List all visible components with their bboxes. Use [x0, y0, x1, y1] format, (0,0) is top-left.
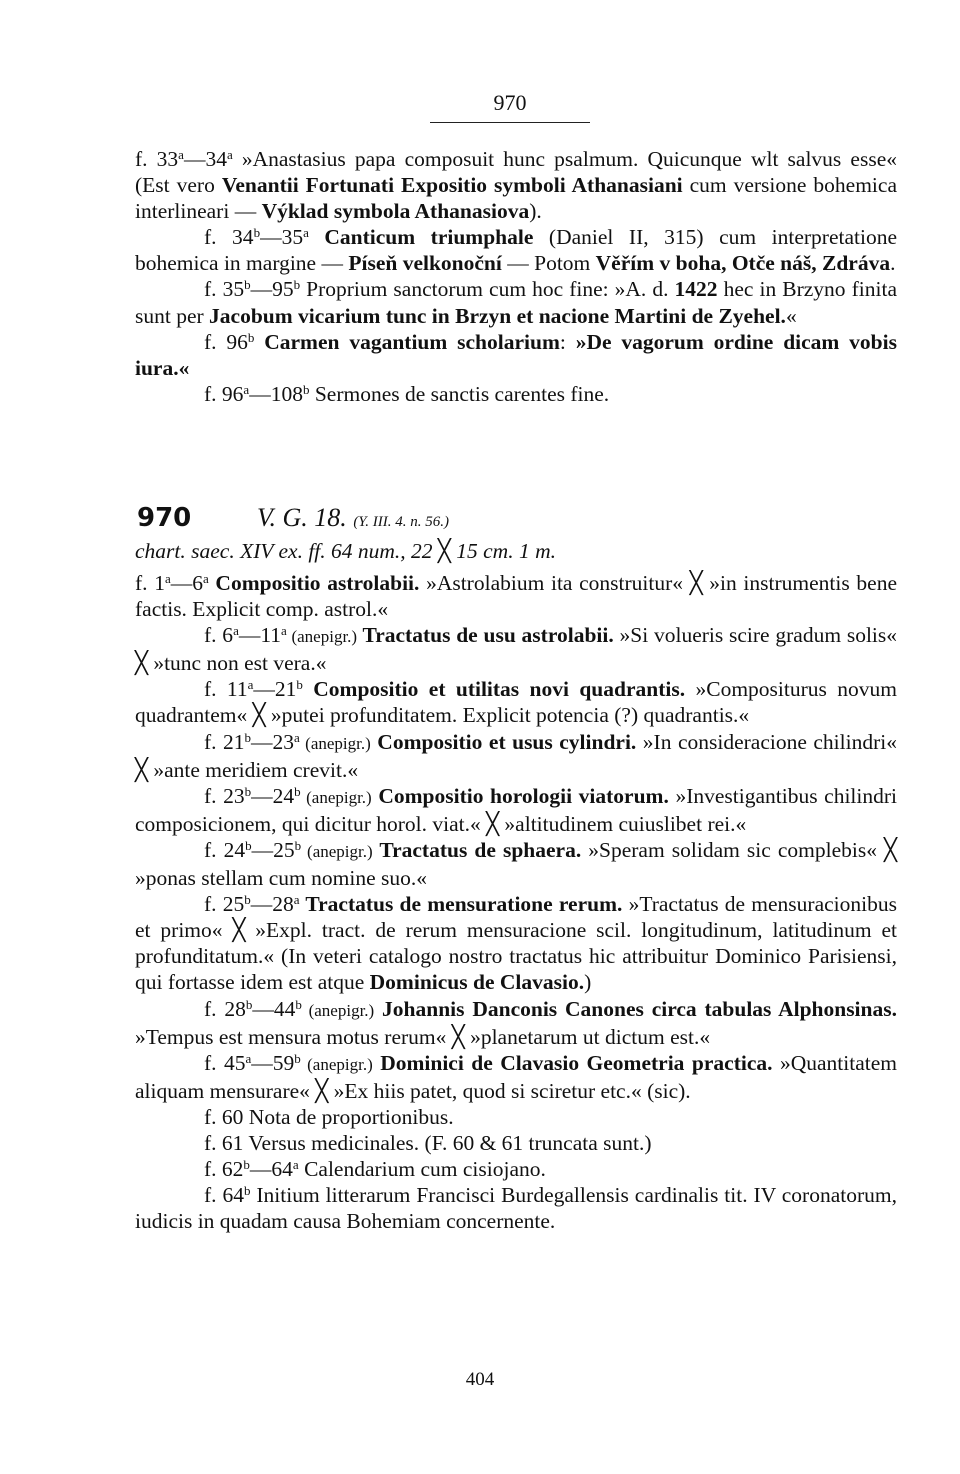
folio-ref: f. 62 — [204, 1157, 244, 1182]
entry-text: Nota de proportionibus. — [243, 1104, 454, 1129]
folio-entry — [135, 1182, 897, 1234]
entry-title: Píseň velkonoční — [348, 251, 502, 276]
folio-entry — [135, 1104, 897, 1130]
entry-text: — Potom — [501, 251, 596, 276]
folio-range: —11 — [238, 623, 282, 648]
folio-entry — [135, 676, 897, 728]
entry-text: »Speram solidam sic complebis« ╳ »ponas stellam cum nomine suo.« — [135, 837, 897, 891]
folio-side: b — [244, 277, 251, 293]
folio-range: —28 — [250, 892, 294, 917]
entry-text: « — [785, 303, 797, 328]
folio-entry — [135, 837, 897, 891]
entry-text: »Compositurus novum quadrantem« ╳ »putei profunditatem. Explicit potencia (?) quadrantis.« — [135, 677, 897, 728]
folio-ref: f. 25 — [204, 892, 245, 917]
entry-title: Canticum triumphale — [308, 225, 534, 250]
folio-entry — [135, 783, 897, 837]
entry-text: Initium litterarum Francisci Burdegallensis cardinalis tit. IV coronatorum, iudicis in quadam causa Bohemiam concernente. — [135, 1183, 897, 1234]
entry-title: Compositio horologii viatorum. — [371, 783, 669, 808]
entry-text: »Tractatus de mensuracionibus et primo« ╳ »Expl. tract. de rerum mensuracione scil. longitudinum, latitudinum et profunditatum.« (In veteri catalogo nostro tractatus hic attribuitur Dominico Parisiensi, qui fortasse idem est atque — [135, 892, 897, 995]
anepigr-note: (anepigr.) — [300, 787, 372, 807]
entry-text: »In consideracione chilindri« ╳ »ante meridiem crevit.« — [135, 729, 897, 782]
folio-side: b — [302, 381, 310, 397]
anepigr-note: (anepigr.) — [301, 1000, 375, 1020]
folio-side: a — [281, 623, 287, 639]
folio-entry — [135, 1130, 897, 1156]
manuscript-contents — [135, 570, 897, 1234]
folio-side: a — [245, 1050, 252, 1066]
entry-title: »De vagorum ordine dicam vobis iura.« — [135, 329, 897, 380]
folio-range: —34 — [183, 147, 227, 171]
folio-range: —6 — [170, 571, 203, 595]
folio-range: —108 — [249, 381, 303, 406]
manuscript-list-previous — [135, 146, 897, 407]
signature-current: V. G. 18. — [257, 503, 347, 532]
entry-heading — [135, 500, 897, 536]
folio-entry — [135, 570, 897, 622]
folio-side: b — [243, 1183, 251, 1199]
folio-side: b — [296, 677, 303, 693]
folio-side: a — [294, 729, 300, 745]
entry-title: Venantii Fortunati Expositio symboli Athanasiani — [221, 173, 683, 198]
folio-side: a — [303, 225, 309, 241]
entry-title: Tractatus de usu astrolabii. — [357, 623, 614, 648]
entry-title: 1422 — [674, 277, 718, 302]
folio-ref: f. 33 — [135, 147, 179, 171]
entry-text: ) — [584, 970, 592, 995]
folio-ref: f. 34 — [204, 225, 254, 250]
folio-entry — [135, 996, 897, 1050]
entry-text: Versus medicinales. (F. 60 & 61 truncata sunt.) — [243, 1130, 652, 1155]
entry-title: Výklad symbola Athanasiova — [261, 199, 530, 224]
anepigr-note: (anepigr.) — [300, 1054, 373, 1074]
entry-text: (Daniel II, 315) cum interpretatione bohemica in margine — — [135, 225, 897, 276]
entry-text: »Si volueris scire gradum solis« ╳ »tunc non est vera.« — [135, 623, 898, 676]
anepigr-note: (anepigr.) — [299, 733, 371, 753]
folio-range: —21 — [253, 677, 297, 702]
folio-range: —95 — [250, 277, 294, 302]
folio-side: b — [244, 892, 251, 908]
folio-ref: f. 24 — [204, 837, 246, 862]
anepigr-note: (anepigr.) — [301, 841, 373, 861]
folio-side: b — [295, 996, 302, 1012]
folio-range: —23 — [251, 729, 295, 754]
entry-text: : — [559, 329, 576, 354]
folio-side: b — [294, 783, 301, 799]
folio-entry — [135, 329, 897, 381]
folio-ref: f. 11 — [204, 677, 248, 702]
folio-side: b — [294, 1050, 301, 1066]
entry-title: Tractatus de sphaera. — [372, 837, 582, 862]
folio-range: —25 — [251, 837, 295, 862]
page-number: 404 — [465, 1369, 495, 1390]
folio-range: —59 — [251, 1050, 295, 1075]
folio-side: a — [164, 571, 171, 586]
entry-signature — [257, 500, 449, 540]
entry-text: . — [890, 251, 896, 276]
folio-entry — [135, 224, 897, 276]
folio-ref: f. 61 — [204, 1130, 244, 1155]
folio-ref: f. 1 — [135, 571, 165, 595]
entry-text: ). — [529, 199, 542, 224]
folio-ref: f. 28 — [204, 996, 246, 1021]
folio-side: b — [247, 329, 255, 345]
folio-side: a — [292, 1157, 299, 1173]
folio-side: b — [245, 837, 252, 853]
entry-text: »Investigantibus chilindri composicionem, qui dicitur horol. viat.« ╳ »altitudinem cuiuslibet rei.« — [135, 783, 898, 836]
folio-ref: f. 45 — [204, 1050, 246, 1075]
folio-entry — [135, 622, 897, 676]
folio-entry — [135, 276, 897, 328]
folio-range: —44 — [252, 996, 296, 1021]
entry-text: »Anastasius papa composuit hunc psalmum. Quicunque wlt salvus esse« (Est vero — [135, 147, 897, 198]
entry-text: cum versione bohemica interlineari — — [135, 173, 897, 224]
entry-text: Calendarium cum cisiojano. — [298, 1157, 546, 1182]
folio-ref: f. 21 — [204, 729, 245, 754]
folio-side: b — [293, 277, 301, 293]
folio-side: b — [243, 1157, 250, 1173]
entry-title: Věřím v boha, Otče náš, Zdráva — [595, 251, 891, 276]
entry-title: Johannis Danconis Canones circa tabulas Alphonsinas. — [374, 996, 897, 1021]
folio-ref: f. 64 — [204, 1183, 244, 1208]
folio-ref: f. 96 — [204, 381, 244, 406]
signature-old: (Y. III. 4. n. 56.) — [353, 514, 450, 530]
entry-title: Compositio et utilitas novi quadrantis. — [302, 677, 686, 702]
entry-title: Carmen vagantium scholarium — [254, 329, 560, 354]
folio-side: a — [226, 147, 233, 162]
folio-entry — [135, 1050, 897, 1104]
entry-text: Proprium sanctorum cum hoc fine: »A. d. — [300, 277, 675, 302]
folio-ref: f. 96 — [204, 329, 248, 354]
entry-number: 970 — [137, 503, 192, 533]
folio-side: a — [243, 381, 250, 397]
entry-text: »Quantitatem aliquam mensurare« ╳ »Ex hiis patet, quod si sciretur etc.« (sic). — [135, 1050, 897, 1103]
folio-range: —64 — [249, 1157, 293, 1182]
entry-text: »Tempus est mensura motus rerum« ╳ »planetarum ut dictum est.« — [135, 1024, 711, 1049]
folio-side: a — [293, 892, 300, 908]
folio-side: b — [253, 225, 261, 241]
folio-entry — [135, 729, 897, 783]
folio-range: —35 — [260, 225, 304, 250]
folio-ref: f. 35 — [204, 277, 245, 302]
entry-title: Dominici de Clavasio Geometria practica. — [372, 1050, 773, 1075]
folio-range: —24 — [251, 783, 295, 808]
entry-text: »Astrolabium ita construitur« ╳ »in instrumentis bene factis. Explicit comp. astrol.« — [135, 571, 897, 622]
entry-title: Compositio astrolabii. — [208, 571, 420, 595]
folio-side: a — [247, 677, 254, 693]
folio-entry — [135, 146, 897, 224]
entry-title: Jacobum vicarium tunc in Brzyn et nacione Martini de Zyehel. — [209, 303, 786, 328]
page-header-number: 970 — [430, 88, 590, 123]
entry-title: Dominicus de Clavasio. — [369, 970, 585, 995]
anepigr-note: (anepigr.) — [286, 627, 358, 647]
folio-entry — [135, 891, 897, 995]
folio-ref: f. 60 — [204, 1104, 244, 1129]
folio-ref: f. 23 — [204, 783, 245, 808]
folio-side: b — [244, 729, 252, 745]
folio-ref: f. 6 — [204, 623, 234, 648]
folio-side: b — [244, 783, 252, 799]
folio-entry — [135, 381, 897, 407]
entry-text: Sermones de sanctis carentes fine. — [309, 381, 610, 406]
entry-description: chart. saec. XIV ex. ff. 64 num., 22 ╳ 15 cm. 1 m. — [135, 539, 556, 563]
folio-side: a — [178, 147, 184, 162]
entry-text: hec in Brzyno finita sunt per — [135, 277, 897, 328]
folio-side: b — [294, 837, 302, 853]
folio-side: a — [202, 571, 209, 586]
folio-side: a — [233, 623, 239, 639]
entry-title: Tractatus de mensuratione rerum. — [299, 892, 623, 917]
folio-side: b — [245, 996, 253, 1012]
entry-title: Compositio et usus cylindri. — [370, 729, 637, 754]
folio-entry — [135, 1156, 897, 1182]
